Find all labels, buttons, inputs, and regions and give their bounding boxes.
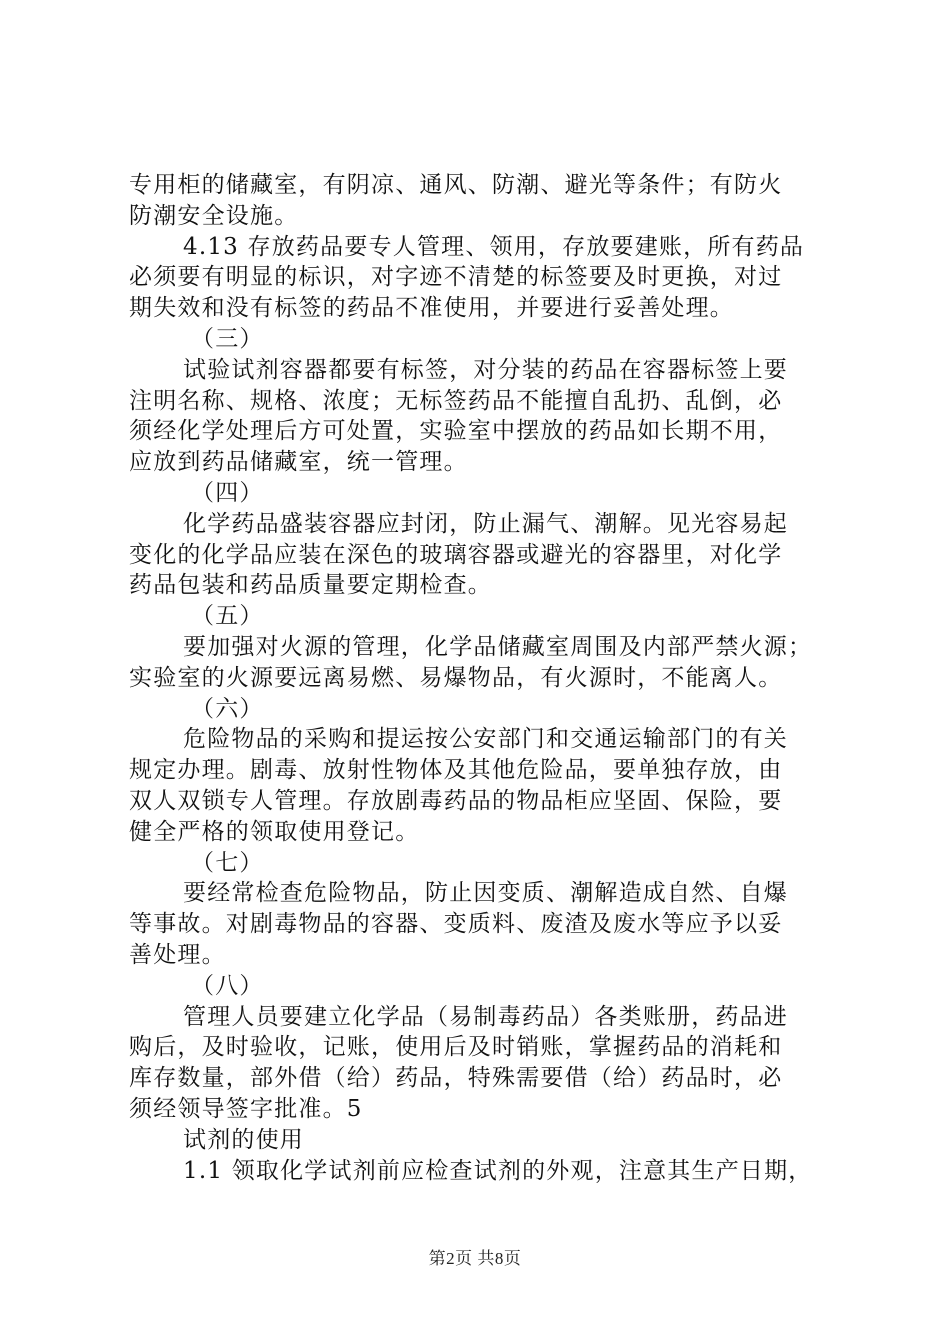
- page-number-label: 第2页 共8页: [428, 1249, 522, 1268]
- section-heading: （八）: [191, 972, 264, 999]
- paragraph-line: 专用柜的储藏室，有阴凉、通风、防潮、避光等条件；有防火: [129, 172, 783, 198]
- paragraph-line: 实验室的火源要远离易燃、易爆物品，有火源时，不能离人。: [129, 664, 783, 691]
- paragraph-line: 须经化学处理后方可处置，实验室中摆放的药品如长期不用，: [129, 418, 783, 445]
- paragraph-line: 4.13 存放药品要专人管理、领用，存放要建账，所有药品: [183, 233, 805, 260]
- paragraph-line: 应放到药品储藏室，统一管理。: [129, 449, 468, 476]
- paragraph-line: 双人双锁专人管理。存放剧毒药品的物品柜应坚固、保险，要: [129, 787, 783, 814]
- paragraph-line: 注明名称、规格、浓度；无标签药品不能擅自乱扔、乱倒，必: [129, 387, 783, 414]
- document-body: [129, 170, 844, 1186]
- paragraph-line: 健全严格的领取使用登记。: [129, 818, 420, 845]
- paragraph-line: 规定办理。剧毒、放射性物体及其他危险品，要单独存放，由: [129, 757, 783, 784]
- paragraph-line: 试验试剂容器都要有标签，对分装的药品在容器标签上要: [183, 356, 788, 383]
- paragraph-line: 必须要有明显的标识，对字迹不清楚的标签要及时更换，对过: [129, 264, 783, 291]
- paragraph-line: 须经领导签字批准。5: [129, 1095, 363, 1122]
- section-heading: （七）: [191, 849, 264, 876]
- paragraph-line: 等事故。对剧毒物品的容器、变质料、废渣及废水等应予以妥: [129, 911, 783, 938]
- page-footer: [0, 1244, 950, 1269]
- section-heading: （六）: [191, 695, 264, 722]
- paragraph-line: 库存数量，部外借（给）药品，特殊需要借（给）药品时，必: [129, 1065, 783, 1092]
- section-heading: （四）: [191, 479, 264, 506]
- paragraph-line: 善处理。: [129, 941, 226, 968]
- paragraph-line: 试剂的使用: [183, 1126, 304, 1153]
- paragraph-line: 1.1 领取化学试剂前应检查试剂的外观，注意其生产日期，: [183, 1157, 813, 1184]
- paragraph-line: 药品包装和药品质量要定期检查。: [129, 572, 492, 599]
- paragraph-line: 危险物品的采购和提运按公安部门和交通运输部门的有关: [183, 726, 788, 753]
- paragraph-line: 防潮安全设施。: [129, 202, 299, 229]
- section-heading: （五）: [191, 603, 264, 630]
- paragraph-line: 要经常检查危险物品，防止因变质、潮解造成自然、自爆: [183, 880, 788, 907]
- paragraph-line: 期失效和没有标签的药品不准使用，并要进行妥善处理。: [129, 295, 734, 322]
- paragraph-line: 购后，及时验收，记账，使用后及时销账，掌握药品的消耗和: [129, 1034, 783, 1061]
- paragraph-line: 变化的化学品应装在深色的玻璃容器或避光的容器里，对化学: [129, 541, 783, 568]
- paragraph-line: 化学药品盛装容器应封闭，防止漏气、潮解。见光容易起: [183, 510, 788, 537]
- paragraph-line: 要加强对火源的管理，化学品储藏室周围及内部严禁火源；: [183, 633, 813, 660]
- paragraph-line: 管理人员要建立化学品（易制毒药品）各类账册，药品进: [183, 1003, 788, 1030]
- section-heading: （三）: [191, 325, 264, 352]
